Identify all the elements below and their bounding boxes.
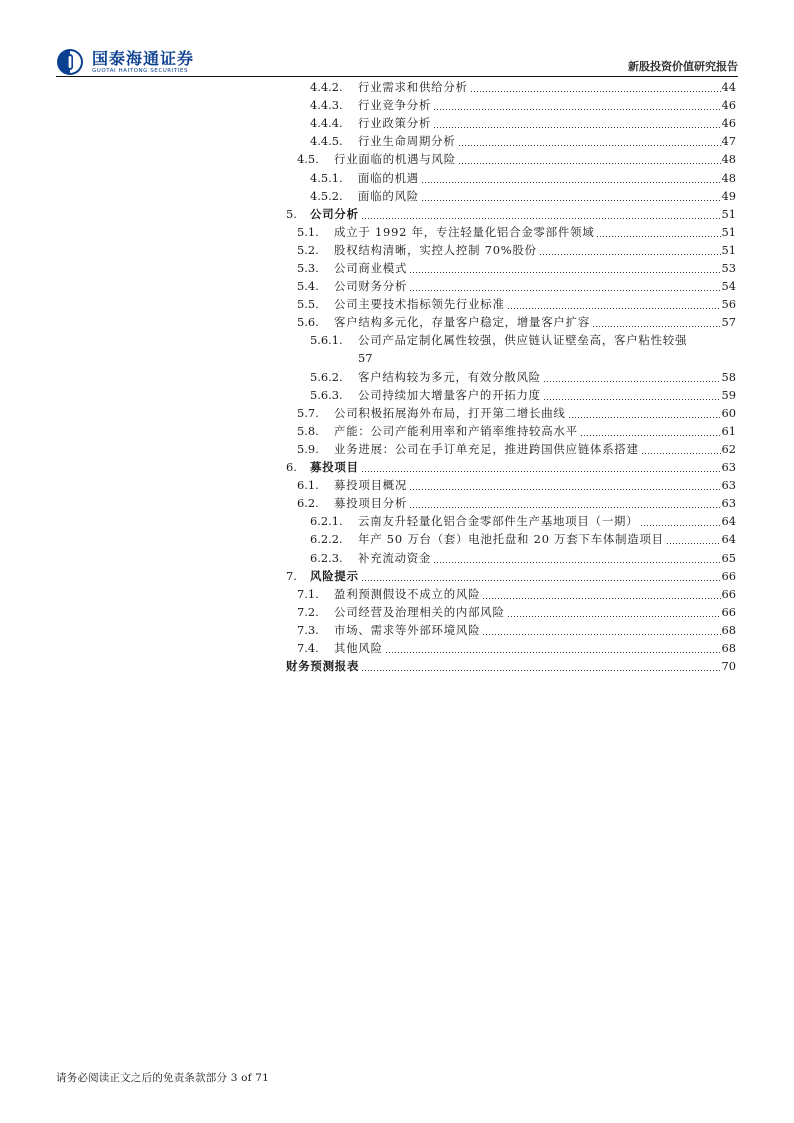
toc-entry-title: 其他风险 [334,641,383,655]
toc-entry[interactable] [286,368,736,386]
toc-entry-number: 5.3. [297,261,319,276]
toc-entry[interactable] [286,476,736,494]
toc-dot-leader [433,127,720,128]
toc-entry-number: 6.2.2. [310,532,343,547]
toc-entry-number: 4.4.2. [310,80,343,95]
toc-entry-number: 6. [286,460,297,475]
toc-entry[interactable] [286,313,736,331]
toc-entry-title: 公司商业模式 [334,261,408,276]
toc-entry-number: 5.6.1. [310,333,343,348]
toc-entry-number: 4.5.2. [310,188,343,203]
toc-dot-leader [543,399,721,400]
toc-entry-page: 44 [721,80,736,95]
toc-entry[interactable] [286,331,736,367]
toc-dot-leader [361,670,720,671]
toc-entry-page: 61 [721,423,736,438]
toc-entry-title: 客户结构多元化，存量客户稳定，增量客户扩容 [334,315,591,330]
table-of-contents [286,78,736,675]
toc-dot-leader [640,525,720,526]
toc-dot-leader [421,200,721,201]
toc-entry-number: 5.6.3. [310,387,343,402]
toc-entry[interactable] [286,621,736,639]
toc-entry-number: 6.1. [297,478,319,493]
toc-entry[interactable] [286,639,736,657]
toc-entry-number: 4.5. [297,152,319,167]
toc-dot-leader [596,236,720,237]
toc-dot-leader [507,308,721,309]
toc-entry-title: 行业面临的机遇与风险 [334,152,456,167]
toc-dot-leader [421,182,721,183]
toc-entry[interactable] [286,512,736,530]
toc-entry-page: 64 [721,514,736,529]
toc-entry-number: 4.4.4. [310,116,343,131]
toc-entry[interactable] [286,223,736,241]
toc-dot-leader [361,218,721,219]
toc-dot-leader [543,381,721,382]
toc-entry[interactable] [286,494,736,512]
toc-entry-number: 5.6. [297,315,319,330]
toc-entry[interactable] [286,530,736,548]
toc-entry[interactable] [286,422,736,440]
toc-entry[interactable] [286,277,736,295]
toc-entry-page: 57 [358,351,373,366]
toc-dot-leader [539,254,721,255]
toc-dot-leader [385,652,721,653]
toc-entry[interactable] [286,567,736,585]
toc-entry-title: 云南友升轻量化铝合金零部件生产基地项目（一期） [358,514,639,529]
toc-dot-leader [482,634,720,635]
toc-entry-number: 5.5. [297,297,319,312]
toc-dot-leader [470,91,721,92]
toc-entry-title: 行业竞争分析 [358,98,432,113]
toc-dot-leader [361,471,721,472]
toc-entry[interactable] [286,241,736,259]
toc-entry[interactable] [286,548,736,566]
toc-dot-leader [580,435,721,436]
toc-entry-page: 57 [721,315,736,330]
toc-entry-number: 5.7. [297,405,319,420]
toc-entry-title: 股权结构清晰，实控人控制 70%股份 [334,242,537,257]
toc-entry-title: 公司产品定制化属性较强，供应链认证壁垒高，客户粘性较强 [358,333,688,348]
toc-entry-title: 成立于 1992 年，专注轻量化铝合金零部件领域 [334,224,595,239]
toc-dot-leader [409,272,720,273]
toc-entry[interactable] [286,205,736,223]
toc-entry-page: 63 [721,460,736,475]
toc-entry[interactable] [286,585,736,603]
toc-entry-number: 5.6.2. [310,369,343,384]
toc-entry[interactable] [286,78,736,96]
toc-entry-title: 年产 50 万台（套）电池托盘和 20 万套下车体制造项目 [358,532,664,547]
toc-entry-page: 66 [721,568,736,583]
toc-dot-leader [507,616,721,617]
toc-entry-page: 63 [721,496,736,511]
toc-entry-number: 7.3. [297,622,319,637]
toc-entry-title: 公司主要技术指标领先行业标准 [334,297,505,312]
toc-entry-page: 65 [721,550,736,565]
toc-entry-number: 5.4. [297,279,319,294]
toc-entry-page: 66 [721,586,736,601]
page-footer: 请务必阅读正文之后的免责条款部分 3 of 71 [56,1072,270,1084]
toc-entry-page: 58 [721,369,736,384]
toc-entry-title: 补充流动资金 [358,550,432,565]
toc-entry-page: 47 [721,134,736,149]
toc-entry[interactable] [286,168,736,186]
toc-entry-page: 68 [721,641,736,655]
toc-entry-page: 51 [721,242,736,257]
toc-entry-number: 5.2. [297,242,319,257]
toc-entry-title: 市场、需求等外部环境风险 [334,622,481,637]
toc-entry[interactable] [286,150,736,168]
toc-dot-leader [568,417,721,418]
page-header [0,0,794,80]
toc-dot-leader [592,326,720,327]
toc-entry-number: 5.8. [297,423,319,438]
toc-entry-page: 62 [721,441,736,456]
toc-entry-title: 行业需求和供给分析 [358,80,468,95]
toc-dot-leader [409,489,720,490]
toc-entry-title: 面临的机遇 [358,170,419,185]
toc-entry-title: 公司分析 [310,206,359,221]
toc-entry-number: 5.1. [297,224,319,239]
toc-entry-number: 4.4.3. [310,98,343,113]
toc-entry-page: 51 [721,206,736,221]
toc-entry-number: 5. [286,206,297,221]
toc-entry[interactable] [286,404,736,422]
toc-entry-number: 4.4.5. [310,134,343,149]
toc-entry-page: 53 [721,261,736,276]
toc-dot-leader [641,453,721,454]
toc-dot-leader [361,580,721,581]
toc-entry[interactable] [286,132,736,150]
logo-english-name: GUOTAI HAITONG SECURITIES [92,67,188,74]
toc-dot-leader [409,290,720,291]
toc-entry[interactable] [286,187,736,205]
toc-entry-title: 风险提示 [310,568,359,583]
toc-entry[interactable] [286,603,736,621]
toc-entry-title: 募投项目分析 [334,496,408,511]
toc-entry-title: 财务预测报表 [286,659,360,674]
toc-entry-page: 46 [721,116,736,131]
toc-entry-number: 7.4. [297,641,319,655]
toc-entry[interactable] [286,386,736,404]
toc-dot-leader [482,598,720,599]
toc-dot-leader [433,109,720,110]
toc-entry-title: 产能：公司产能利用率和产销率维持较高水平 [334,423,578,438]
toc-entry-page: 68 [721,622,736,637]
toc-entry-number: 7.1. [297,586,319,601]
toc-entry-number: 5.9. [297,441,319,456]
toc-entry-title: 面临的风险 [358,188,419,203]
toc-dot-leader [458,145,721,146]
toc-entry-title: 募投项目概况 [334,478,408,493]
toc-entry-title: 行业政策分析 [358,116,432,131]
toc-entry-page: 59 [721,387,736,402]
toc-entry-number: 4.5.1. [310,170,343,185]
toc-entry-page: 66 [721,604,736,619]
company-logo [56,48,194,76]
toc-entry-page: 60 [721,405,736,420]
toc-entry-number: 6.2.1. [310,514,343,529]
toc-entry-title: 公司经营及治理相关的内部风险 [334,604,505,619]
toc-entry-page: 63 [721,478,736,493]
toc-entry-page: 46 [721,98,736,113]
toc-entry[interactable] [286,295,736,313]
toc-entry[interactable] [286,657,736,675]
toc-dot-leader [458,163,721,164]
toc-entry-page: 54 [721,279,736,294]
toc-entry[interactable] [286,96,736,114]
toc-dot-leader [409,507,720,508]
toc-entry-title: 行业生命周期分析 [358,134,456,149]
toc-entry-title: 公司积极拓展海外布局，打开第二增长曲线 [334,405,566,420]
logo-mark-icon [56,48,84,76]
report-type-label: 新股投资价值研究报告 [628,60,738,73]
toc-entry-page: 56 [721,297,736,312]
toc-entry-page: 51 [721,224,736,239]
toc-entry[interactable] [286,440,736,458]
toc-entry-title: 盈利预测假设不成立的风险 [334,586,481,601]
toc-entry-title: 公司持续加大增量客户的开拓力度 [358,387,541,402]
toc-entry-number: 6.2. [297,496,319,511]
toc-entry-title: 募投项目 [310,460,359,475]
toc-dot-leader [666,543,721,544]
toc-entry-title: 客户结构较为多元，有效分散风险 [358,369,541,384]
toc-entry-page: 48 [721,152,736,167]
header-divider [56,76,738,77]
toc-entry-number: 7. [286,568,297,583]
toc-entry[interactable] [286,259,736,277]
toc-entry-page: 49 [721,188,736,203]
toc-entry-title: 业务进展：公司在手订单充足，推进跨国供应链体系搭建 [334,441,639,456]
toc-entry-page: 64 [721,532,736,547]
toc-entry[interactable] [286,458,736,476]
toc-entry-page: 48 [721,170,736,185]
toc-entry-number: 7.2. [297,604,319,619]
toc-entry-number: 6.2.3. [310,550,343,565]
toc-entry-title: 公司财务分析 [334,279,408,294]
toc-entry-page: 70 [721,659,736,674]
toc-entry[interactable] [286,114,736,132]
toc-dot-leader [433,562,720,563]
logo-chinese-name: 国泰海通证券 [92,48,195,68]
